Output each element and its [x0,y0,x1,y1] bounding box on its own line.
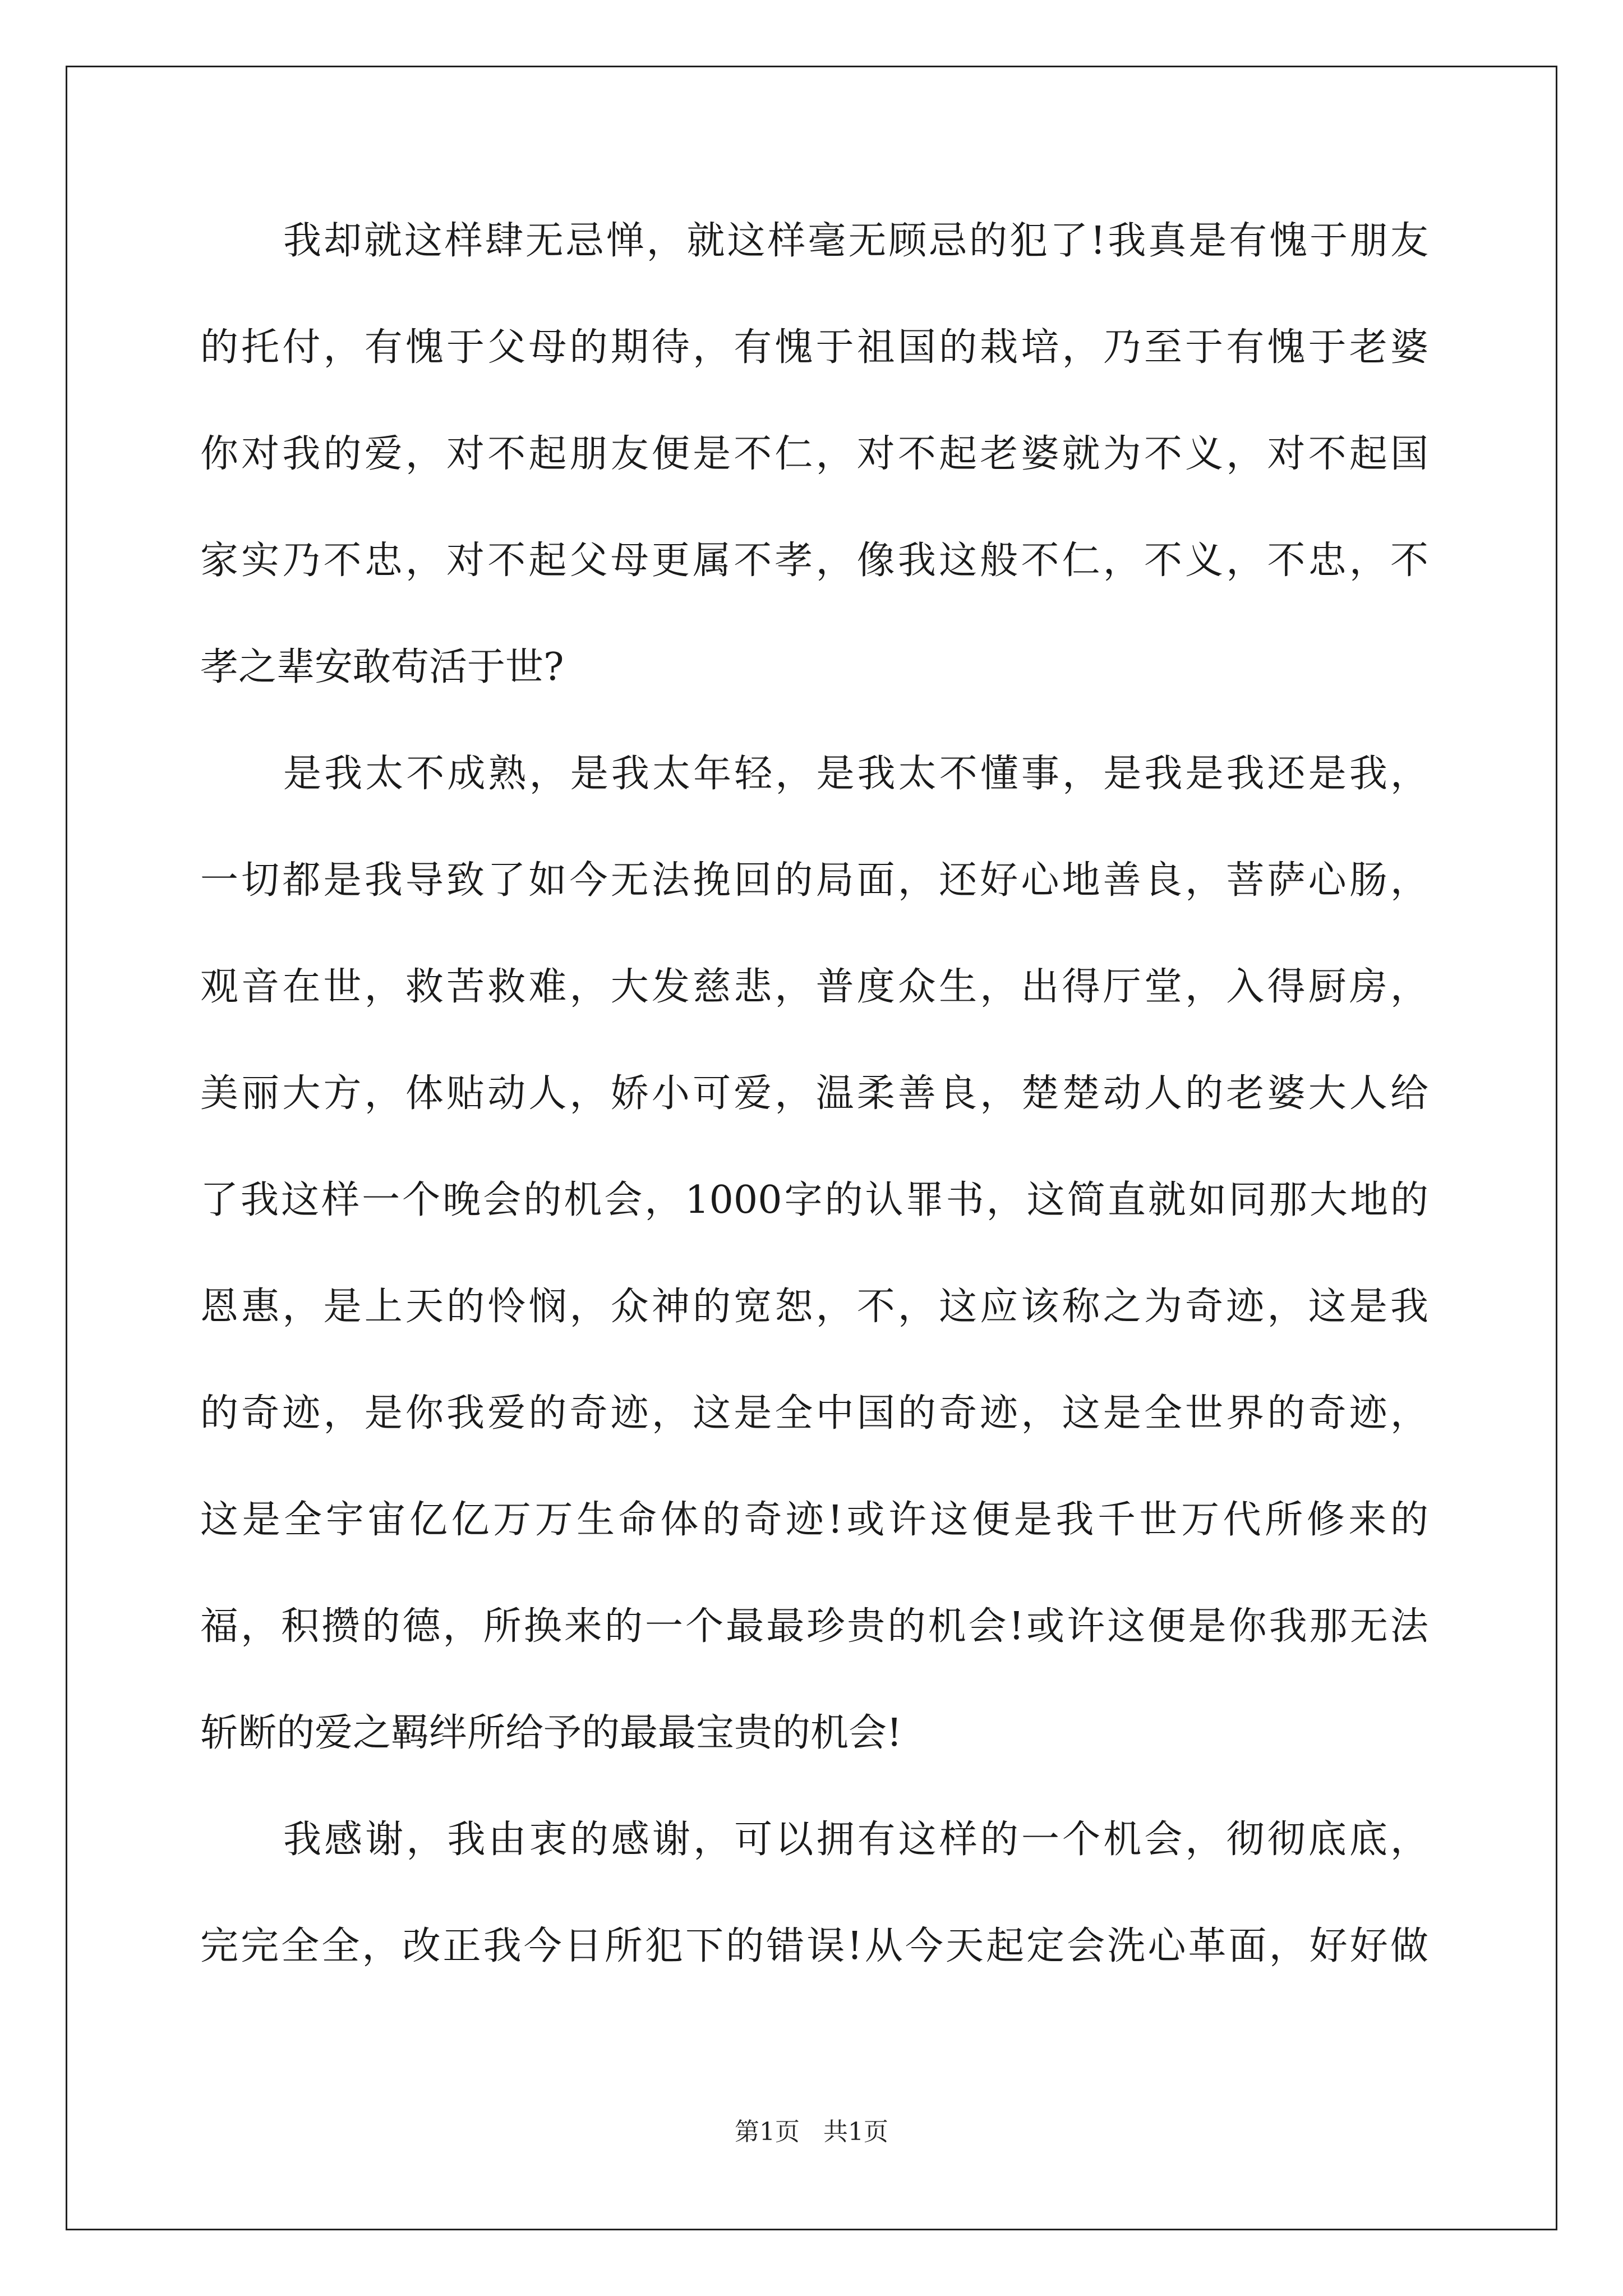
paragraph-1-line-4: 家实乃不忠，对不起父母更属不孝，像我这般不仁，不义，不忠，不 [200,539,1428,583]
document-body [200,220,1428,2032]
paragraph-3-line-2: 完完全全，改正我今日所犯下的错误!从今天起定会洗心革面，好好做 [200,1924,1428,1968]
paragraph-2-line-5: 了我这样一个晚会的机会，1000字的认罪书，这简直就如同那大地的 [200,1178,1428,1222]
paragraph-2-line-2: 一切都是我导致了如今无法挽回的局面，还好心地善良，菩萨心肠， [200,858,1428,903]
paragraph-2-line-6: 恩惠，是上天的怜悯，众神的宽恕，不，这应该称之为奇迹，这是我 [200,1285,1428,1329]
paragraph-2-line-10: 斩断的爱之羁绊所给予的最最宝贵的机会! [200,1711,902,1755]
paragraph-2-line-7: 的奇迹，是你我爱的奇迹，这是全中国的奇迹，这是全世界的奇迹， [200,1391,1428,1435]
paragraph-2-line-8: 这是全宇宙亿亿万万生命体的奇迹!或许这便是我千世万代所修来的 [200,1498,1428,1542]
paragraph-2-line-4: 美丽大方，体贴动人，娇小可爱，温柔善良，楚楚动人的老婆大人给 [200,1071,1428,1116]
paragraph-3-line-1: 我感谢，我由衷的感谢，可以拥有这样的一个机会，彻彻底底， [283,1818,1428,1862]
paragraph-2-line-3: 观音在世，救苦救难，大发慈悲，普度众生，出得厅堂，入得厨房， [200,965,1428,1009]
paragraph-2-line-9: 福，积攒的德，所换来的一个最最珍贵的机会!或许这便是你我那无法 [200,1604,1428,1649]
paragraph-2-line-1: 是我太不成熟，是我太年轻，是我太不懂事，是我是我还是我， [283,752,1428,796]
paragraph-1-line-3: 你对我的爱，对不起朋友便是不仁，对不起老婆就为不义，对不起国 [200,432,1428,476]
paragraph-1-line-1: 我却就这样肆无忌惮，就这样毫无顾忌的犯了!我真是有愧于朋友 [283,219,1428,263]
paragraph-1-line-5: 孝之辈安敢苟活于世? [200,645,564,689]
page-number-footer: 第1页 共1页 [735,2118,888,2146]
paragraph-1-line-2: 的托付，有愧于父母的期待，有愧于祖国的栽培，乃至于有愧于老婆 [200,325,1428,370]
